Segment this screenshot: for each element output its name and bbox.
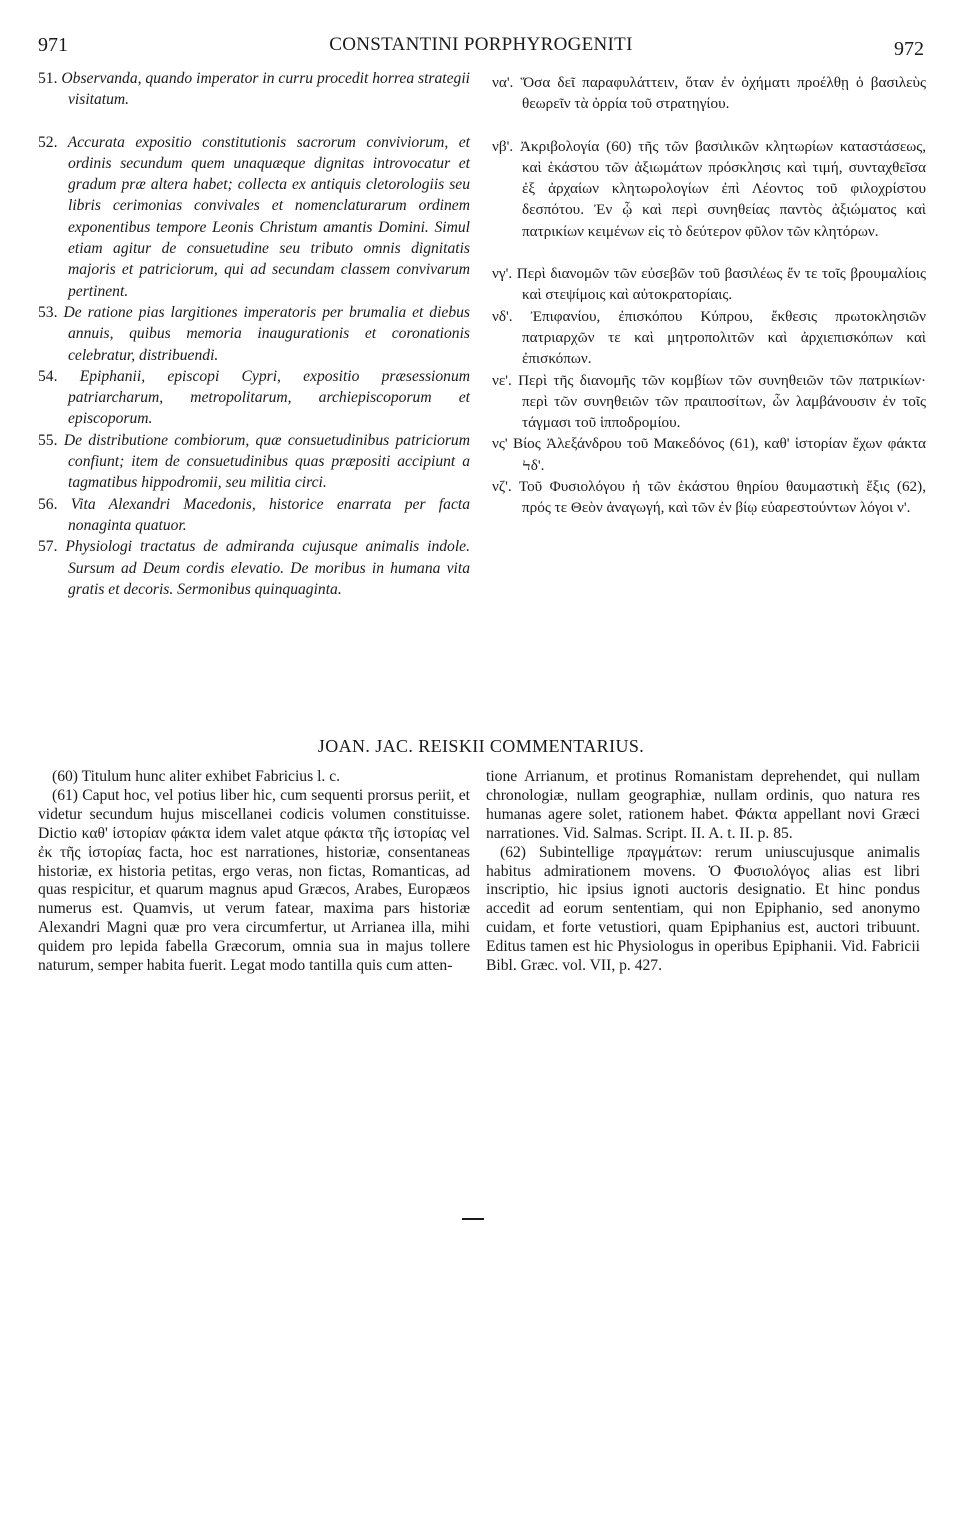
note-61: (61) Caput hoc, vel potius liber hic, cum sequenti prorsus periit, et videtur secundum hujus miscellanei codicis volumen constituisse. Dictio καθ' ἱστορίαν φάκτα idem valet atque φάκτα τῆς ἱστορίας vel ἐκ τῆς ἱστορίας facta, hoc est narrationes, historiæ, consentaneas historiæ, ex historia petitas, ergo veras, non fictas, Romanticas, ad quas respicitur, et quarum magnus apud Græcos, Arabes, Europæos numerus est. Quamvis, ut verum fatear, maxima pars historiæ Alexandri Magni quæ pro vera circumfertur, ut Arrianea illa, mihi quidem pro lepida fabella Græcorum, omnia sua in majus tollere naturum, semper habita fuerit. Legat modo tantilla quis cum atten- (38, 786, 470, 975)
greek-entry-52: νβ'. Ἀκριβολογία (60) τῆς τῶν βασιλικῶν κλητωρίων καταστάσεως, καὶ ἑκάστου τῶν ἀξιωμάτων πρόσκλησις καὶ τιμή, συνταχθεῖσα ἐξ ἀρχαίων κλητωρολογίων ἐπὶ Λέοντος τοῦ φιλοχρίστου δεσπότου. Ἐν ᾧ καὶ περὶ συνηθείας παντὸς ἀξιώματος καὶ πατρικίων κειμένων εἰς τὸ δεύτερον φῦλον τῶν κλητόρων. (492, 137, 927, 240)
page-number-right: 972 (894, 38, 924, 60)
greek-column (492, 72, 926, 519)
latin-entry-53: 53. De ratione pias largitiones imperatoris per brumalia et diebus annuis, quibus memoria inaugurationis et coronationis celebratur, distribuendi. (38, 303, 470, 364)
note-60: (60) Titulum hunc aliter exhibet Fabricius l. c. (52, 768, 341, 785)
greek-entry-51: να'. Ὅσα δεῖ παραφυλάττειν, ὅταν ἐν ὀχήματι προέλθῃ ὁ βασιλεὺς θεωρεῖν τὰ ὀρρία τοῦ στρατηγίου. (492, 74, 927, 113)
commentary-title: JOAN. JAC. REISKII COMMENTARIUS. (317, 736, 645, 756)
greek-entry-56: νς' Βίος Ἀλεξάνδρου τοῦ Μακεδόνος (61), καθ' ἱστορίαν ἔχων φάκτα Ϟδ'. (492, 435, 926, 474)
latin-entry-55: 55. De distributione combiorum, quæ consuetudinibus patriciorum confiunt; item de consuetudinibus quas præpositi accipiunt a tagmatibus hippodromii, seu militia circi. (38, 431, 470, 492)
commentary-left-column (38, 768, 470, 976)
latin-entry-57: 57. Physiologi tractatus de admiranda cujusque animalis indole. Sursum ad Deum cordis elevatio. De moribus in humana vita gratis et decoris. Sermonibus quinquaginta. (38, 538, 470, 598)
running-title: CONSTANTINI PORPHYROGENITI (329, 34, 633, 55)
note-62: (62) Subintellige πραγμάτων: rerum uniuscujusque animalis habitus admirationem movens. Ὁ Φυσιολόγος alias est libri inscriptio, hic ipsius ignoti auctoris designatio. Et hinc pondus accedit ad eorum sententiam, qui non Epiphanio, sed anonymo cuidam, et forte vetustiori, quam Epiphanius est, auctori tribuunt. Editus tamen est hic Physiologus in operibus Epiphanii. Vid. Fabricii Bibl. Græc. vol. VII, p. 427. (486, 843, 920, 975)
latin-column (38, 68, 470, 600)
end-rule (462, 1218, 484, 1220)
latin-entry-54: 54. Epiphanii, episcopi Cypri, expositio præsessionum patriarcharum, metropolitarum, archiepiscoporum et episcoporum. (38, 367, 471, 428)
latin-entry-56: 56. Vita Alexandri Macedonis, historice enarrata per facta nonaginta quatuor. (38, 495, 470, 534)
latin-entry-51: 51. Observanda, quando imperator in curru procedit horrea strategii visitatum. (38, 70, 470, 109)
greek-entry-57: νζ'. Τοῦ Φυσιολόγου ἡ τῶν ἑκάστου θηρίου θαυμαστικὴ ἕξις (62), πρός τε Θεὸν ἀναγωγή, καὶ τῶν ἐν βίῳ εὐαρεστούντων λόγοι ν'. (492, 478, 926, 517)
page-number-left: 971 (38, 34, 68, 56)
greek-entry-54: νδ'. Ἐπιφανίου, ἐπισκόπου Κύπρου, ἔκθεσις πρωτοκλησιῶν πατριαρχῶν τε καὶ μητροπολιτῶν καὶ ἀρχιεπισκόπων καὶ ἐπισκόπων. (492, 307, 927, 368)
greek-entry-53: νγ'. Περὶ διανομῶν τῶν εὐσεβῶν τοῦ βασιλέως ἔν τε τοῖς βρουμαλίοις καὶ στεψίμοις καὶ αὐτοκρατορίαις. (492, 265, 926, 304)
latin-entry-52: 52. Accurata expositio constitutionis sacrorum conviviorum, et ordinis secundum quem unaquæque dignitas introvocatur et gradum præ altera habet; collecta ex antiquis cletorologiis seu libris cerimonias convivales et nomenclaturarum ordinem exponentibus tempore Leonis Christum amantis Domini. Simul etiam agitur de consuetudine seu tributo omnis dignitatis majoris et patriciorum, qui ad secundam classem convivarum pertinent. (38, 133, 470, 300)
running-header (38, 34, 924, 62)
greek-entry-55: νε'. Περὶ τῆς διανομῆς τῶν κομβίων τῶν συνηθειῶν τῶν πατρικίων· περὶ τῶν συνηθειῶν τῶν πραιποσίτων, ὧν λαμβάνουσιν ἐν τοῖς τάγμασι τοῦ ἱπποδρομίου. (492, 371, 927, 432)
commentary-right-column (486, 768, 920, 976)
note-61-continued: tione Arrianum, et protinus Romanistam deprehendet, qui nullam chronologiæ, nullam geographiæ, nullam ordinis, quo natura res humanas agere solet, rationem habet. Φάκτα appellant novi Græci narrationes. Vid. Salmas. Script. II. A. t. II. p. 85. (486, 768, 920, 842)
